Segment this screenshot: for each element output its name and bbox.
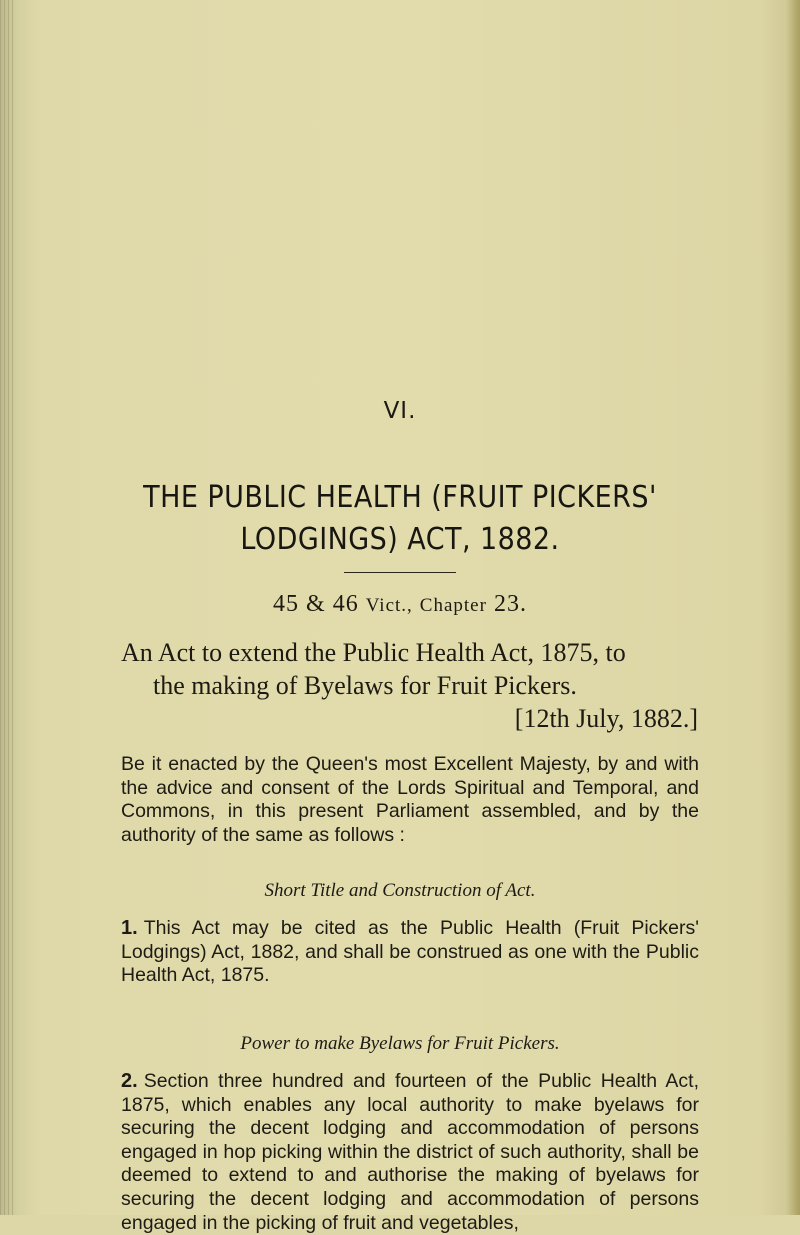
- chapter-no: 23.: [493, 591, 527, 617]
- section-2-number: 2.: [121, 1070, 138, 1092]
- section-1-text: This Act may be cited as the Public Health (Fruit Pickers' Lodgings) Act, 1882, and shall be construed as one with the Public Health Act, 1875.: [121, 917, 699, 987]
- assent-date: [12th July, 1882.]: [514, 704, 698, 733]
- enacting-formula: Be it enacted by the Queen's most Excellent Majesty, by and with the advice and consent of the Lords Spiritual and Temporal, and Commons, in this present Parliament assembled, and by the authority of the same as follows :: [121, 753, 699, 846]
- chapter-number: VI.: [383, 398, 417, 424]
- vict-abbrev: Vict.,: [365, 595, 413, 616]
- act-title-line-2: LODGINGS) ACT, 1882.: [240, 522, 560, 557]
- title-divider: [344, 572, 456, 573]
- long-title: [121, 636, 721, 702]
- section-2-text: Section three hundred and fourteen of the Public Health Act, 1875, which enables any local authority to make byelaws for securing the decent lodging and accommodation of persons engaged in hop picking within the district of such authority, shall be deemed to extend to and authorise the making of byelaws for securing the decent lodging and accommodation of persons engaged in the picking of fruit and vegetables,: [121, 1070, 699, 1234]
- section-1-heading: Short Title and Construction of Act.: [264, 880, 536, 901]
- regnal-years: 45 & 46: [273, 591, 359, 617]
- chapter-word: Chapter: [419, 595, 487, 616]
- section-1: [121, 917, 699, 988]
- section-2: [121, 1070, 699, 1235]
- act-title-line-1: THE PUBLIC HEALTH (FRUIT PICKERS': [143, 480, 657, 515]
- long-title-line-1: An Act to extend the Public Health Act, 1875, to: [121, 638, 626, 667]
- section-2-heading: Power to make Byelaws for Fruit Pickers.: [240, 1033, 560, 1054]
- section-1-number: 1.: [121, 917, 138, 939]
- statute-citation: [0, 591, 800, 618]
- long-title-line-2: the making of Byelaws for Fruit Pickers.: [153, 671, 577, 700]
